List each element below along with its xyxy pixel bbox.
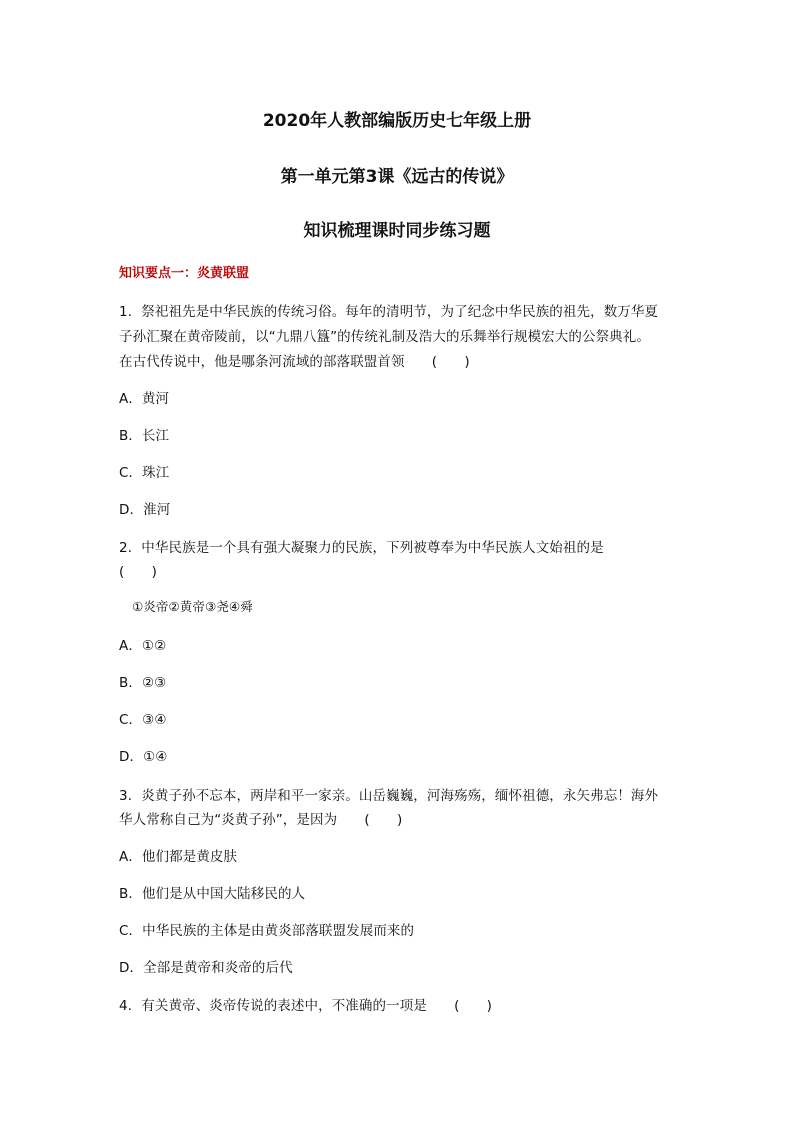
question-2-line-2: ( ) bbox=[119, 564, 157, 580]
question-3-option-b: B．他们是从中国大陆移民的人 bbox=[119, 886, 306, 902]
question-3-option-d: D．全部是黄帝和炎帝的后代 bbox=[119, 960, 293, 976]
question-3-line-1: 3．炎黄子孙不忘本，两岸和平一家亲。山岳巍巍，河海殇殇，缅怀祖德，永矢弗忘！海外 bbox=[119, 788, 659, 804]
question-3-option-a: A．他们都是黄皮肤 bbox=[119, 849, 238, 865]
question-2-line-1: 2．中华民族是一个具有强大凝聚力的民族，下列被尊奉为中华民族人文始祖的是 bbox=[119, 540, 604, 556]
question-3-option-c: C．中华民族的主体是由黄炎部落联盟发展而来的 bbox=[119, 923, 415, 939]
question-2-option-d: D．①④ bbox=[119, 749, 168, 765]
question-1-option-c: C．珠江 bbox=[119, 465, 170, 481]
question-4-line-1: 4．有关黄帝、炎帝传说的表述中，不准确的一项是 ( ) bbox=[119, 998, 493, 1014]
question-1-option-d: D．淮河 bbox=[119, 502, 171, 518]
document-title: 2020年人教部编版历史七年级上册 bbox=[262, 111, 532, 131]
question-2-option-c: C．③④ bbox=[119, 712, 167, 728]
lesson-title: 第一单元第3课《远古的传说》 bbox=[280, 167, 514, 187]
question-1-line-1: 1．祭祀祖先是中华民族的传统习俗。每年的清明节，为了纪念中华民族的祖先，数万华夏 bbox=[119, 304, 659, 320]
question-2-option-a: A．①② bbox=[119, 638, 167, 654]
section-heading-knowledge-point-1: 知识要点一：炎黄联盟 bbox=[119, 266, 250, 281]
question-1-line-3: 在古代传说中，他是哪条河流域的部落联盟首领 ( ) bbox=[119, 354, 470, 370]
question-2-option-b: B．②③ bbox=[119, 675, 167, 691]
question-1-option-a: A．黄河 bbox=[119, 391, 170, 407]
exercise-title: 知识梳理课时同步练习题 bbox=[303, 221, 491, 241]
question-1-line-2: 子孙汇聚在黄帝陵前，以“九鼎八簋”的传统礼制及浩大的乐舞举行规模宏大的公祭典礼。 bbox=[119, 329, 650, 345]
question-1-option-b: B．长江 bbox=[119, 428, 170, 444]
question-3-line-2: 华人常称自己为“炎黄子孙”，是因为 ( ) bbox=[119, 812, 403, 828]
question-2-choices: ①炎帝②黄帝③尧④舜 bbox=[132, 599, 253, 614]
